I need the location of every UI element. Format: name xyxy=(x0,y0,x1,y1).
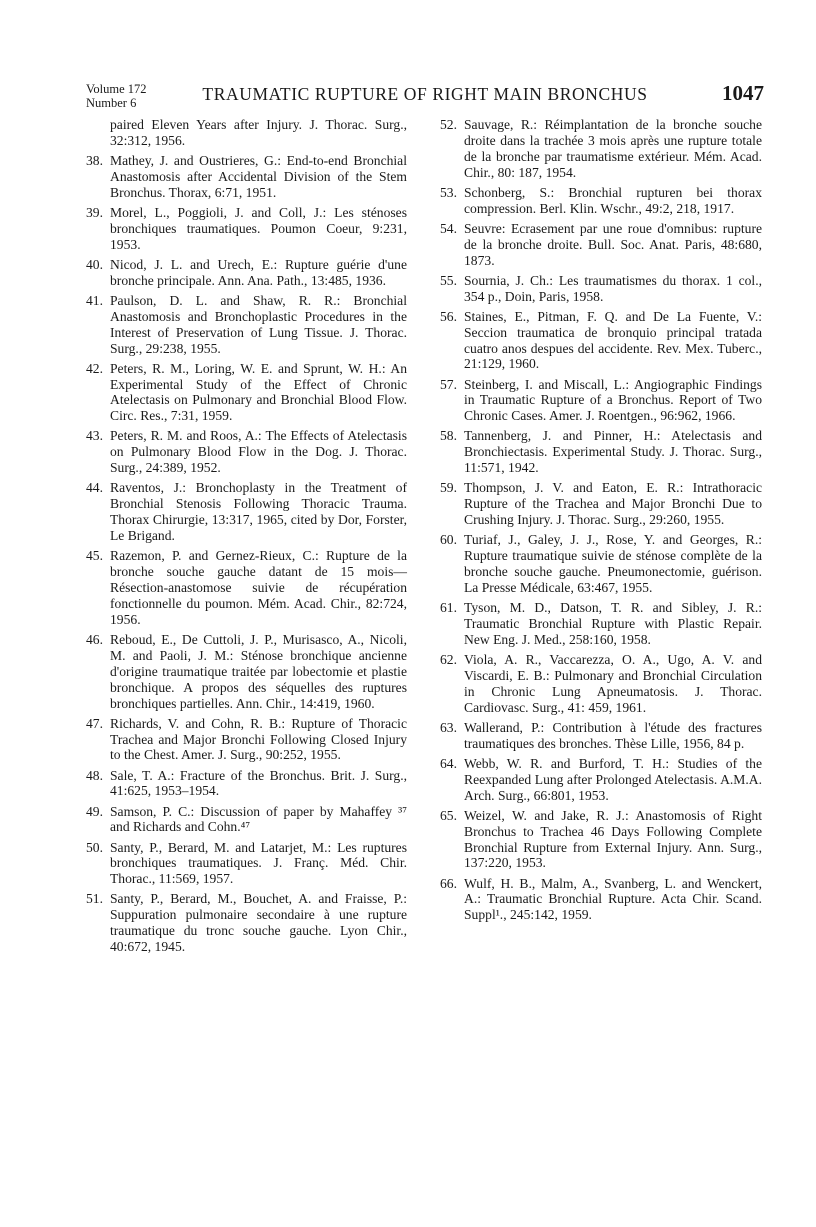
reference-text: Morel, L., Poggioli, J. and Coll, J.: Les sténoses bronchiques traumatiques. Poumon Coeur, 9:231, 1953. xyxy=(110,204,407,252)
reference-text: Peters, R. M., Loring, W. E. and Sprunt, W. H.: An Experimental Study of the Effect of Chronic Atelectasis on Pulmonary and Bronchial Blood Flow. Circ. Res., 7:31, 1959. xyxy=(110,360,407,424)
reference-number: 62. xyxy=(440,651,457,667)
reference-item xyxy=(86,804,407,836)
reference-item xyxy=(440,117,762,181)
reference-item xyxy=(440,876,762,924)
reference-item xyxy=(86,632,407,712)
reference-item xyxy=(440,480,762,528)
reference-number: 64. xyxy=(440,755,457,771)
reference-number: 52. xyxy=(440,117,457,132)
reference-number: 65. xyxy=(440,807,457,823)
reference-item xyxy=(440,273,762,305)
reference-text: Webb, W. R. and Burford, T. H.: Studies of the Reexpanded Lung after Prolonged Atelectasis. A.M.A. Arch. Surg., 66:801, 1953. xyxy=(464,755,762,803)
reference-item xyxy=(86,153,407,201)
reference-item xyxy=(86,205,407,253)
reference-text: Sauvage, R.: Réimplantation de la bronche souche droite dans la trachée 3 mois après une rupture totale de la bronche par traumatisme extérieur. Mém. Acad. Chir., 80: 187, 1954. xyxy=(464,117,762,180)
reference-text: Staines, E., Pitman, F. Q. and De La Fuente, V.: Seccion traumatica de bronquio principal tratada cuatro anos despues del accidente. Rev. Mex. Tuberc., 21:129, 1960. xyxy=(464,308,762,372)
reference-text: Sale, T. A.: Fracture of the Bronchus. Brit. J. Surg., 41:625, 1953–1954. xyxy=(110,767,407,799)
reference-item xyxy=(86,768,407,800)
reference-item xyxy=(86,716,407,764)
reference-text: Wallerand, P.: Contribution à l'étude des fractures traumatiques des bronches. Thèse Lille, 1956, 84 p. xyxy=(464,719,762,751)
reference-item xyxy=(440,652,762,716)
reference-number: 51. xyxy=(86,891,103,907)
reference-text: Peters, R. M. and Roos, A.: The Effects of Atelectasis on Pulmonary Blood Flow in the Dog. J. Thorac. Surg., 24:389, 1952. xyxy=(110,428,407,476)
reference-number: 63. xyxy=(440,719,457,735)
reference-number: 48. xyxy=(86,767,103,783)
reference-number: 44. xyxy=(86,480,103,496)
reference-text: Weizel, W. and Jake, R. J.: Anastomosis of Right Bronchus to Trachea 46 Days Following Complete Bronchial Rupture from External Injury. Ann. Surg., 137:220, 1953. xyxy=(464,807,762,871)
running-header xyxy=(86,80,764,120)
reference-text: Nicod, J. L. and Urech, E.: Rupture guérie d'une bronche principale. Ann. Ana. Path., 13:485, 1936. xyxy=(110,256,407,288)
reference-number: 49. xyxy=(86,803,103,819)
reference-text: Santy, P., Berard, M. and Latarjet, M.: Les ruptures bronchiques traumatiques. J. Franç. Méd. Chir. Thorac., 11:569, 1957. xyxy=(110,839,407,887)
reference-text: Samson, P. C.: Discussion of paper by Mahaffey ³⁷ and Richards and Cohn.⁴⁷ xyxy=(110,803,407,835)
reference-number: 58. xyxy=(440,428,457,444)
reference-text: Thompson, J. V. and Eaton, E. R.: Intrathoracic Rupture of the Trachea and Major Bronchi Due to Crushing Injury. J. Thorac. Surg., 29:260, 1955. xyxy=(464,480,762,528)
reference-item xyxy=(440,428,762,476)
reference-number: 47. xyxy=(86,715,103,731)
reference-item xyxy=(86,257,407,289)
volume-label: Volume 172 xyxy=(86,82,147,96)
reference-item xyxy=(86,480,407,544)
reference-item xyxy=(440,756,762,804)
reference-item xyxy=(86,548,407,628)
reference-number: 57. xyxy=(440,376,457,392)
reference-number: 41. xyxy=(86,292,103,308)
reference-text: Wulf, H. B., Malm, A., Svanberg, L. and Wenckert, A.: Traumatic Bronchial Rupture. Acta Chir. Scand. Suppl¹., 245:142, 1959. xyxy=(464,875,762,923)
reference-item xyxy=(440,600,762,648)
reference-item xyxy=(86,293,407,357)
reference-text: Mathey, J. and Oustrieres, G.: End-to-end Bronchial Anastomosis after Accidental Division of the Stem Bronchus. Thorax, 6:71, 1951. xyxy=(110,153,407,200)
left-reference-column xyxy=(86,117,407,959)
reference-text: Paulson, D. L. and Shaw, R. R.: Bronchial Anastomosis and Bronchoplastic Procedures in the Interest of Preservation of Lung Tissue. J. Thorac. Surg., 29:238, 1955. xyxy=(110,292,407,356)
reference-text: Razemon, P. and Gernez-Rieux, C.: Rupture de la bronche souche gauche datant de 15 mois—Résection-anastomose suivie de récupération fonctionnelle du poumon. Mém. Acad. Chir., 82:724, 1956. xyxy=(110,548,407,627)
reference-item xyxy=(440,309,762,373)
number-label: Number 6 xyxy=(86,96,137,110)
reference-item xyxy=(86,840,407,888)
reference-item xyxy=(440,185,762,217)
reference-number: 38. xyxy=(86,153,103,168)
reference-number: 59. xyxy=(440,480,457,496)
reference-number: 50. xyxy=(86,839,103,855)
reference-item xyxy=(440,532,762,596)
reference-number: 61. xyxy=(440,600,457,616)
reference-number: 39. xyxy=(86,204,103,220)
reference-number: 40. xyxy=(86,256,103,272)
reference-number: 60. xyxy=(440,532,457,548)
reference-item xyxy=(440,221,762,269)
reference-item xyxy=(86,361,407,425)
reference-text: Seuvre: Ecrasement par une roue d'omnibus: rupture de la bronche droite. Bull. Soc. Anat. Paris, 48:680, 1873. xyxy=(464,220,762,268)
reference-number: 45. xyxy=(86,548,103,564)
reference-text: Tyson, M. D., Datson, T. R. and Sibley, J. R.: Traumatic Bronchial Rupture with Plastic Repair. New Eng. J. Med., 258:160, 1958. xyxy=(464,600,762,647)
reference-text: Turiaf, J., Galey, J. J., Rose, Y. and Georges, R.: Rupture traumatique suivie de sténose complète de la bronche souche gauche. Pneumonectomie, guérison. La Presse Médicale, 63:467, 1955. xyxy=(464,532,762,595)
reference-text: Tannenberg, J. and Pinner, H.: Atelectasis and Bronchiectasis. Experimental Study. J. Thorac. Surg., 11:571, 1942. xyxy=(464,428,762,476)
reference-text: Richards, V. and Cohn, R. B.: Rupture of Thoracic Trachea and Major Bronchi Following Closed Injury to the Chest. Amer. J. Surg., 90:252, 1955. xyxy=(110,715,407,763)
reference-text: Schonberg, S.: Bronchial rupturen bei thorax compression. Berl. Klin. Wschr., 49:2, 218, 1917. xyxy=(464,184,762,216)
reference-continuation: paired Eleven Years after Injury. J. Thorac. Surg., 32:312, 1956. xyxy=(110,117,407,148)
reference-number: 56. xyxy=(440,308,457,324)
reference-number: 53. xyxy=(440,184,457,200)
reference-number: 46. xyxy=(86,631,103,647)
reference-number: 42. xyxy=(86,360,103,376)
reference-text: Steinberg, I. and Miscall, L.: Angiographic Findings in Traumatic Rupture of a Bronchus. Report of Two Chronic Cases. Amer. J. Roentgen., 96:962, 1966. xyxy=(464,376,762,424)
right-reference-column xyxy=(440,117,762,927)
reference-text: Sournia, J. Ch.: Les traumatismes du thorax. 1 col., 354 p., Doin, Paris, 1958. xyxy=(464,272,762,304)
reference-text: Reboud, E., De Cuttoli, J. P., Murisasco, A., Nicoli, M. and Paoli, J. M.: Sténose bronchique ancienne d'origine traumatique traitée par lobectomie et plastie bronchique. A propos des séquelles des ruptures bronchiques partielles. Ann. Chir., 14:419, 1960. xyxy=(110,631,407,711)
page-number: 1047 xyxy=(722,81,764,105)
reference-number: 55. xyxy=(440,272,457,288)
running-title: TRAUMATIC RUPTURE OF RIGHT MAIN BRONCHUS xyxy=(202,84,648,104)
reference-number: 54. xyxy=(440,220,457,236)
reference-item xyxy=(440,808,762,872)
reference-item xyxy=(86,428,407,476)
reference-item xyxy=(86,891,407,955)
reference-item xyxy=(440,720,762,752)
reference-number: 43. xyxy=(86,428,103,444)
reference-text: Raventos, J.: Bronchoplasty in the Treatment of Bronchial Stenosis Following Thoracic Trauma. Thorax Chirurgie, 13:317, 1965, cited by Dor, Forster, Le Brigand. xyxy=(110,480,407,544)
reference-number: 66. xyxy=(440,875,457,891)
reference-item xyxy=(440,377,762,425)
reference-text: Santy, P., Berard, M., Bouchet, A. and Fraisse, P.: Suppuration pulmonaire secondaire à une rupture traumatique du tronc souche gauche. Lyon Chir., 40:672, 1945. xyxy=(110,891,407,955)
reference-text: Viola, A. R., Vaccarezza, O. A., Ugo, A. V. and Viscardi, E. B.: Pulmonary and Bronchial Circulation in Chronic Lung Apneumatosis. J. Thorac. Cardiovasc. Surg., 41: 459, 1961. xyxy=(464,651,762,715)
